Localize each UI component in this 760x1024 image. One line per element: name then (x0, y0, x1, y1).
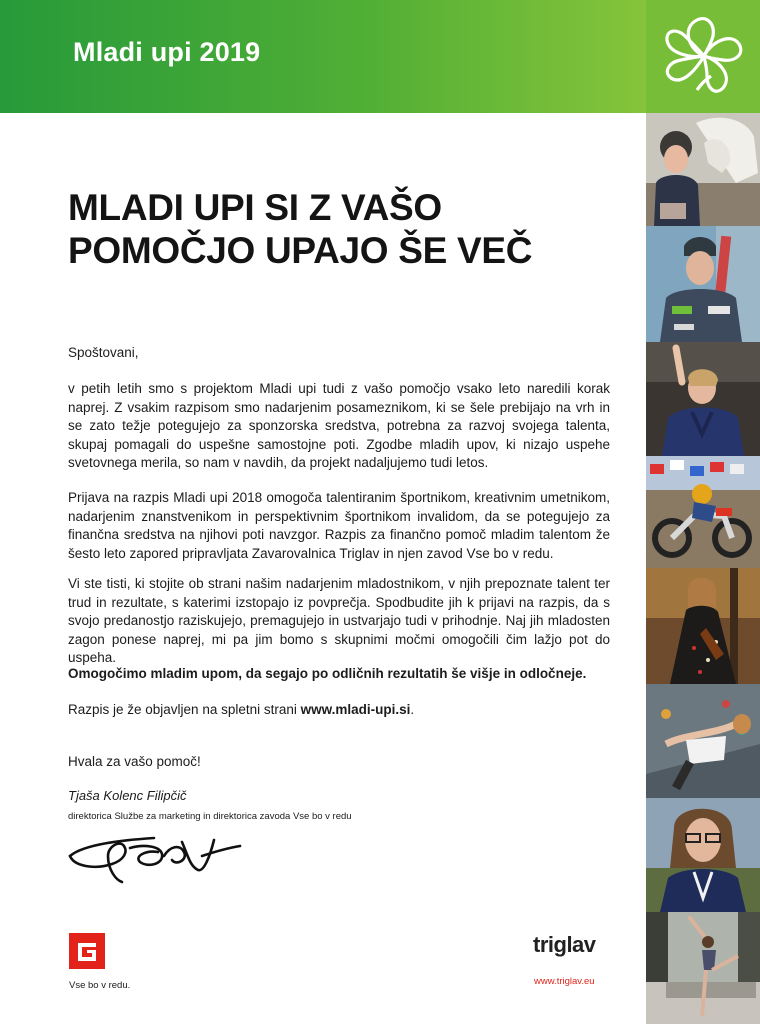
greeting: Spoštovani, (68, 345, 139, 360)
paragraph-4-emphasis: Omogočimo mladim upom, da segajo po odličnih rezultatih še višje in odločneje. (68, 666, 587, 681)
signer-name: Tjaša Kolenc Filipčič (68, 788, 187, 803)
photo-climber (646, 684, 760, 798)
header-banner (0, 0, 646, 113)
header-title: Mladi upi 2019 (73, 37, 261, 67)
triglav-brand: triglav (533, 932, 596, 957)
photo-equestrian (646, 113, 760, 226)
paragraph-5-prefix: Razpis je že objavljen na spletni strani (68, 702, 301, 717)
photo-strip (646, 0, 760, 1024)
paragraph-5 (68, 701, 608, 720)
flower-outline-icon (659, 10, 749, 102)
footer-left-caption: Vse bo v redu. (69, 980, 131, 991)
photo-motocross (646, 456, 760, 568)
website-link[interactable]: www.mladi-upi.si (300, 702, 411, 717)
photo-ski-jumper (646, 226, 760, 342)
triglav-url[interactable]: www.triglav.eu (534, 976, 595, 987)
paragraph-2: Prijava na razpis Mladi upi 2018 omogoča talentiranim športnikom, kreativnim umetnikom, nadarjenim znanstvenikom in perspektivnim športnikom invalidom, da se potegujejo za finančna sredstva na njihovi poti navzgor. Razpis za finančno pomoč mladim talentom že šesto leto zapored pripravljata Zavarovalnica Triglav in njen zavod Vse bo v redu. (68, 490, 610, 561)
triglav-red-logo (69, 933, 105, 969)
photo-young-man (646, 798, 760, 912)
mladi-upi-logo (646, 0, 760, 113)
headline-line-1: MLADI UPI SI Z VAŠO (68, 187, 442, 228)
photo-violinist (646, 568, 760, 684)
handwritten-signature (64, 826, 244, 888)
headline (68, 186, 628, 272)
thanks-line: Hvala za vašo pomoč! (68, 754, 201, 769)
headline-line-2: POMOČJO UPAJO ŠE VEČ (68, 230, 533, 271)
paragraph-5-suffix: . (410, 702, 415, 717)
signer-title: direktorica Službe za marketing in direktorica zavoda Vse bo v redu (68, 811, 352, 822)
photo-judo (646, 342, 760, 456)
photo-ballet-dancer (646, 912, 760, 1024)
paragraph-3: Vi ste tisti, ki stojite ob strani našim nadarjenim mladostnikom, v njih prepoznate talent ter trud in rezultate, s katerimi izstopajo iz povprečja. Spodbudite jih k prijavi na razpis, da s svojo predanostjo raziskujejo, premagujejo in ustvarjajo tudi v prihodnje. Naj jih mladosten zagon ponese naprej, mi pa jim bomo s skupnimi močmi omogočili čim lažjo pot do uspeha. (68, 576, 610, 666)
paragraph-1: v petih letih smo s projektom Mladi upi tudi z vašo pomočjo vsako leto naredili korak naprej. Z vsakim razpisom smo nadarjenim posameznikom, ki se šele prebijajo na vrh in se zato težje potegujejo za sponzorska sredstva, potrebna za razvoj svojega talenta, skupaj pomagali do uspešne samostojne poti. Zgodbe mladih upov, ki nizajo uspehe svetovnega merila, so nam v navdih, da projekt nadaljujemo tudi letos. (68, 381, 610, 471)
